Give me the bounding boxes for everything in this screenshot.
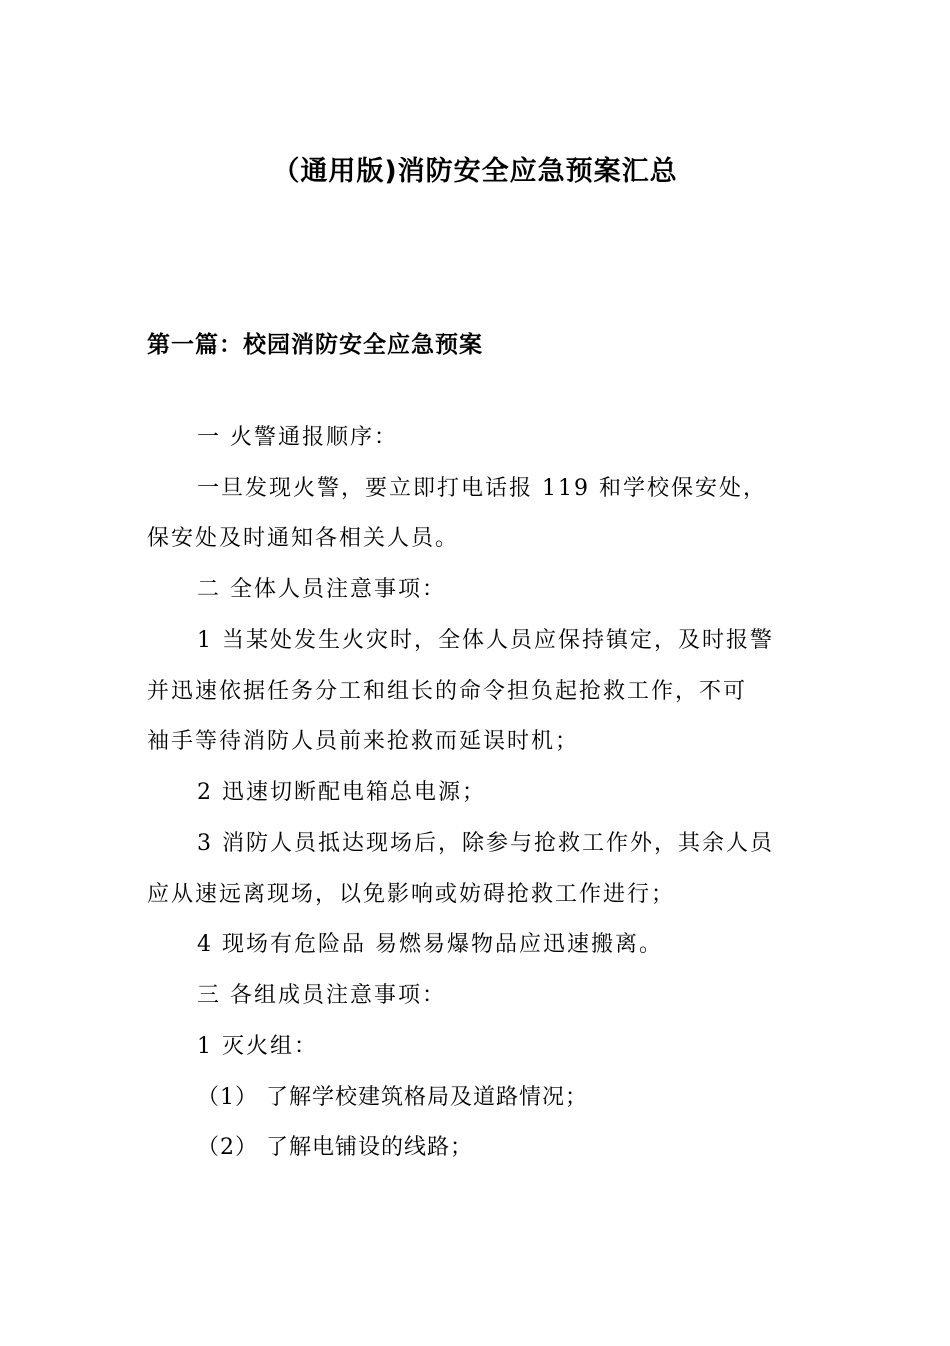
paragraph-line: 保安处及时通知各相关人员。 (147, 526, 460, 551)
paragraph-line: 三 各组成员注意事项： (197, 983, 446, 1008)
paragraph-line: （2） 了解电铺设的线路； (197, 1135, 473, 1160)
paragraph-line: 4 现场有危险品 易燃易爆物品应迅速搬离。 (197, 932, 663, 957)
paragraph-line: 并迅速依据任务分工和组长的命令担负起抢救工作，不可 (147, 679, 748, 704)
paragraph-line: 1 灭火组： (197, 1034, 318, 1059)
paragraph-line: 应从速远离现场，以免影响或妨碍抢救工作进行； (147, 882, 676, 907)
paragraph-line: 一旦发现火警，要立即打电话报 119 和学校保安处， (197, 476, 767, 501)
paragraph-line: 一 火警通报顺序： (197, 425, 398, 450)
paragraph-line: 2 迅速切断配电箱总电源； (197, 780, 486, 805)
paragraph-line: （1） 了解学校建筑格局及道路情况； (197, 1085, 588, 1110)
paragraph-line: 二 全体人员注意事项： (197, 577, 446, 602)
paragraph-line: 3 消防人员抵达现场后，除参与抢救工作外，其余人员 (197, 831, 774, 856)
paragraph-line: 袖手等待消防人员前来抢救而延误时机； (147, 729, 580, 754)
document-title: （通用版)消防安全应急预案汇总 (272, 156, 678, 187)
section-heading: 第一篇：校园消防安全应急预案 (147, 332, 483, 358)
paragraph-line: 1 当某处发生火灾时，全体人员应保持镇定，及时报警 (197, 628, 774, 653)
